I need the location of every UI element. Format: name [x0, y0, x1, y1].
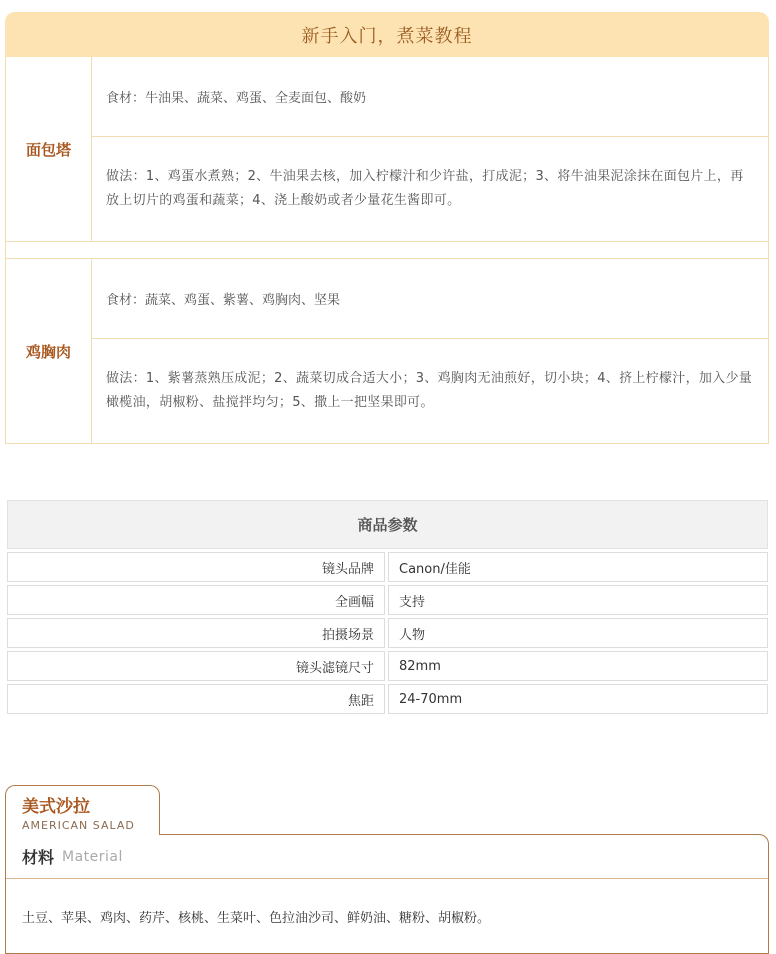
param-value: 人物: [388, 618, 768, 648]
product-params-table: [7, 500, 768, 714]
salad-ingredients: 土豆、苹果、鸡肉、药芹、核桃、生菜叶、色拉油沙司、鲜奶油、糖粉、胡椒粉。: [22, 911, 491, 926]
dish-ingredients: 食材：牛油果、蔬菜、鸡蛋、全麦面包、酸奶: [92, 57, 768, 137]
param-key: 镜头滤镜尺寸: [7, 651, 385, 681]
dish-body: [92, 57, 768, 241]
materials-label: 材料: [22, 848, 55, 867]
salad-title-tab: [5, 785, 160, 835]
param-key: 拍摄场景: [7, 618, 385, 648]
dish-method: 做法：1、鸡蛋水煮熟；2、牛油果去核，加入柠檬汁和少许盐，打成泥；3、将牛油果泥涂抹在面包片上，再放上切片的鸡蛋和蔬菜；4、浇上酸奶或者少量花生酱即可。: [106, 169, 744, 208]
dish-name: 鸡胸肉: [6, 259, 92, 443]
materials-heading: [6, 835, 768, 879]
materials-label-en: Material: [62, 848, 123, 865]
dish-body: [92, 259, 768, 443]
dish-method: 做法：1、紫薯蒸熟压成泥；2、蔬菜切成合适大小；3、鸡胸肉无油煎好，切小块；4、挤上柠檬汁，加入少量橄榄油，胡椒粉、盐搅拌均匀；5、撒上一把坚果即可。: [106, 371, 753, 410]
param-key: 镜头品牌: [7, 552, 385, 582]
salad-materials-box: [5, 834, 769, 954]
table-row: [7, 618, 768, 648]
param-key: 全画幅: [7, 585, 385, 615]
salad-subtitle: AMERICAN SALAD: [22, 819, 135, 832]
dish-divider: [5, 242, 769, 258]
salad-section: [5, 785, 769, 943]
dish-row: [5, 57, 769, 242]
dish-name: 面包塔: [6, 57, 92, 241]
params-title: 商品参数: [7, 500, 768, 549]
salad-title: 美式沙拉: [22, 797, 90, 817]
param-value: 82mm: [388, 651, 768, 681]
param-value: 支持: [388, 585, 768, 615]
param-value: 24-70mm: [388, 684, 768, 714]
table-row: [7, 585, 768, 615]
param-key: 焦距: [7, 684, 385, 714]
dish-ingredients: 食材：蔬菜、鸡蛋、紫薯、鸡胸肉、坚果: [92, 259, 768, 339]
table-row: [7, 552, 768, 582]
table-row: [7, 684, 768, 714]
table-row: [7, 651, 768, 681]
dish-row: [5, 258, 769, 444]
recipe-header: 新手入门，煮菜教程: [5, 12, 769, 57]
param-value: Canon/佳能: [388, 552, 768, 582]
recipe-section: [5, 12, 769, 444]
